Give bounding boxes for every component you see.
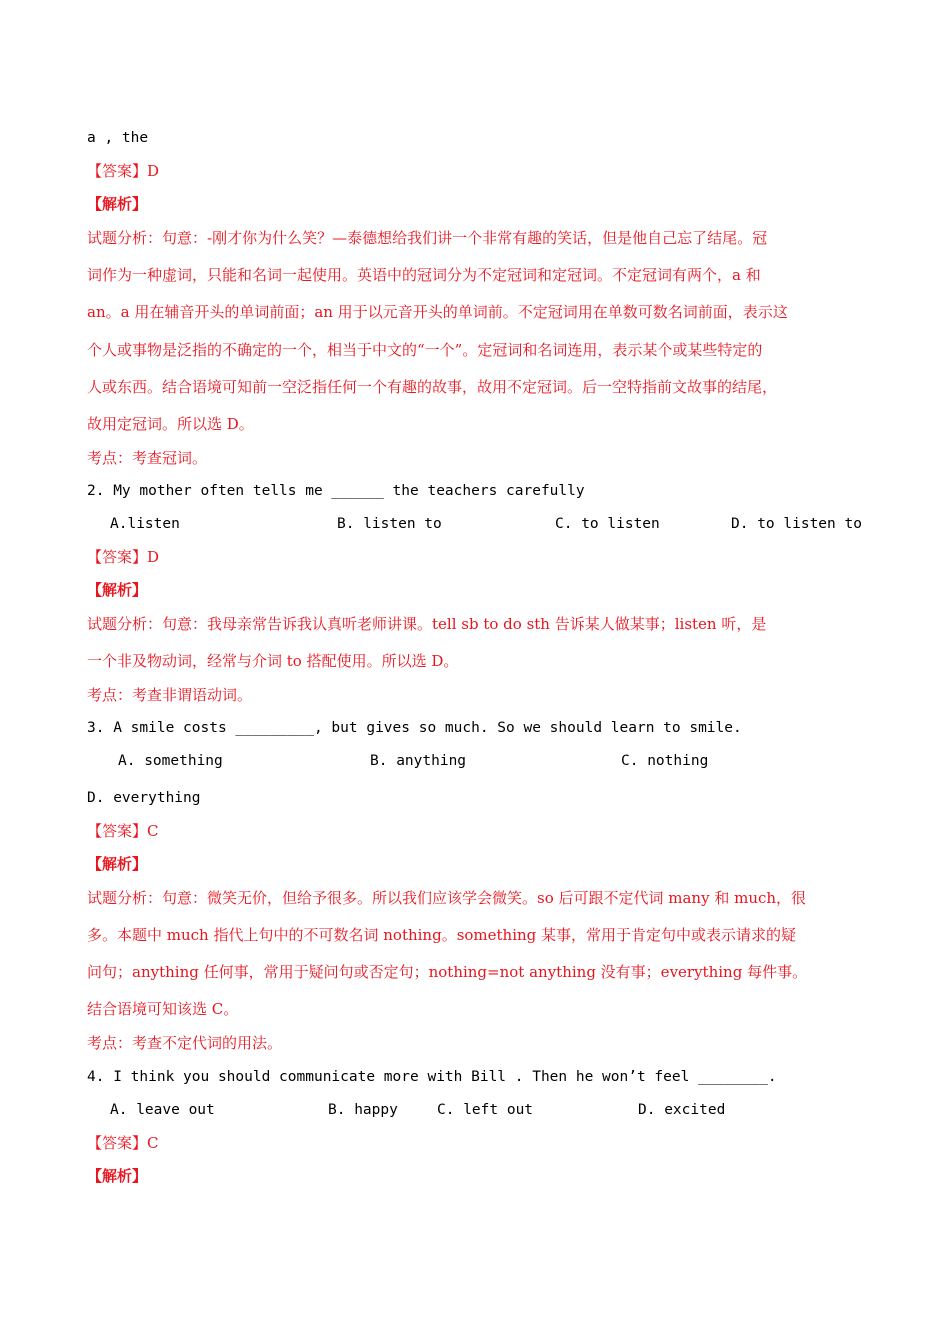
q3-stem: 3. A smile costs _________, but gives so much. So we should learn to smile. — [87, 720, 742, 736]
q1-analysis-line: an。a 用在辅音开头的单词前面；an 用于以元音开头的单词前。不定冠词用在单数可数名词前面，表示这 — [87, 303, 788, 321]
q3-answer: 【答案】C — [87, 822, 159, 840]
q4-option-d: D. excited — [638, 1102, 726, 1118]
q4-answer: 【答案】C — [87, 1134, 159, 1152]
q3-analysis-line: 多。本题中 much 指代上句中的不可数名词 nothing。something 某事，常用于肯定句中或表示请求的疑 — [87, 926, 797, 944]
q1-blank-answer: a , the — [87, 130, 149, 146]
q2-option-c: C. to listen — [555, 516, 660, 532]
q1-point: 考点：考查冠词。 — [87, 449, 208, 467]
q3-option-c: C. nothing — [621, 753, 709, 769]
q4-option-a: A. leave out — [110, 1102, 215, 1118]
q2-answer: 【答案】D — [87, 548, 160, 566]
q3-option-b: B. anything — [370, 753, 467, 769]
q1-analysis-line: 个人或事物是泛指的不确定的一个，相当于中文的“一个”。定冠词和名词连用，表示某个或某些特定的 — [87, 341, 763, 359]
q3-option-a: A. something — [118, 753, 223, 769]
q3-analysis-label: 【解析】 — [87, 855, 148, 873]
q4-analysis-label: 【解析】 — [87, 1167, 148, 1185]
q3-analysis-line: 问句；anything 任何事，常用于疑问句或否定句；nothing=not anything 没有事；everything 每件事。 — [87, 963, 808, 981]
q4-option-b: B. happy — [328, 1102, 398, 1118]
q2-analysis-line: 试题分析：句意：我母亲常告诉我认真听老师讲课。tell sb to do sth 告诉某人做某事；listen 听，是 — [87, 615, 767, 633]
q2-option-d: D. to listen to — [731, 516, 862, 532]
q4-stem: 4. I think you should communicate more with Bill . Then he won’t feel ________. — [87, 1069, 777, 1085]
q2-analysis-label: 【解析】 — [87, 581, 148, 599]
q1-analysis-line: 词作为一种虚词，只能和名词一起使用。英语中的冠词分为不定冠词和定冠词。不定冠词有两个，a 和 — [87, 266, 761, 284]
q2-option-b: B. listen to — [337, 516, 442, 532]
q2-stem: 2. My mother often tells me ______ the teachers carefully — [87, 483, 585, 499]
q4-option-c: C. left out — [437, 1102, 534, 1118]
q1-analysis-line: 故用定冠词。所以选 D。 — [87, 415, 254, 433]
q1-answer: 【答案】D — [87, 162, 160, 180]
q1-analysis-label: 【解析】 — [87, 195, 148, 213]
q3-analysis-line: 结合语境可知该选 C。 — [87, 1000, 239, 1018]
q3-option-d: D. everything — [87, 790, 201, 806]
q2-point: 考点：考查非谓语动词。 — [87, 686, 253, 704]
q1-analysis-line: 人或东西。结合语境可知前一空泛指任何一个有趣的故事，故用不定冠词。后一空特指前文故事的结尾， — [87, 378, 778, 396]
q3-analysis-line: 试题分析：句意：微笑无价，但给予很多。所以我们应该学会微笑。so 后可跟不定代词 many 和 much，很 — [87, 889, 807, 907]
q2-analysis-line: 一个非及物动词，经常与介词 to 搭配使用。所以选 D。 — [87, 652, 459, 670]
q1-analysis-line: 试题分析：句意：-刚才你为什么笑？—泰德想给我们讲一个非常有趣的笑话，但是他自己忘了结尾。冠 — [87, 229, 768, 247]
q2-option-a: A.listen — [110, 516, 180, 532]
q3-point: 考点：考查不定代词的用法。 — [87, 1034, 283, 1052]
